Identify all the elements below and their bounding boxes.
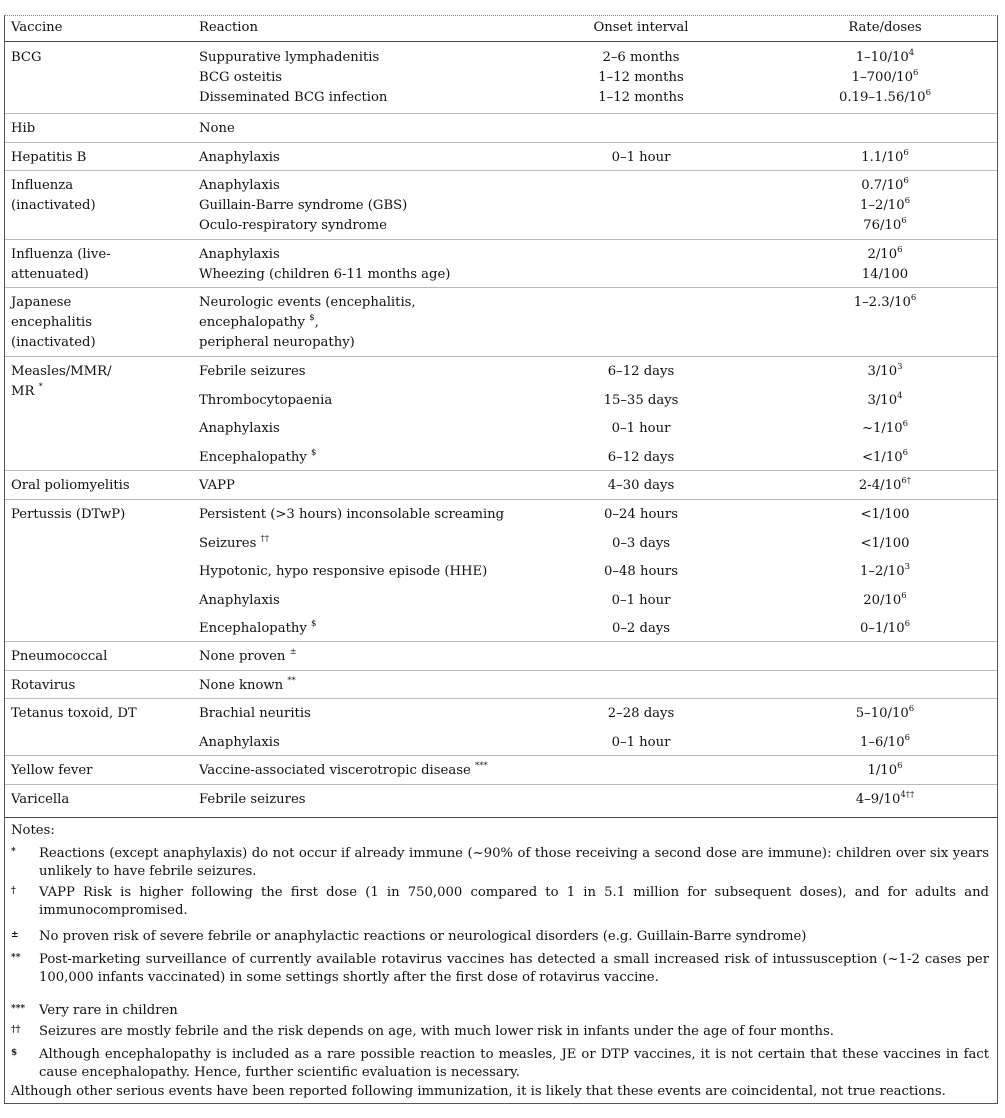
row-divider [5,239,997,240]
vaccine-name [11,148,86,168]
rate-value: 20/10 [863,592,902,608]
vaccine-name-text: BCG [11,50,42,65]
rate-value: 0.19–1.56/10 [839,90,926,105]
notes-divider [5,817,997,818]
rate-exponent: 6 [908,704,915,714]
footnote-marker: $ [311,447,317,458]
reaction-text-tail: , [314,315,319,330]
rate-doses-cell [775,476,995,496]
reaction-text: BCG osteitis [199,70,283,85]
footnote-marker: ± [289,647,297,657]
rate-doses-cell [775,196,995,216]
vaccine-name [11,790,69,810]
rate-exponent: 4 [897,390,903,401]
onset-interval-cell: 2–6 months [602,50,680,65]
onset-interval-cell: 0–24 hours [604,507,678,522]
reaction-cell [199,591,280,611]
reaction-text: None [199,121,235,136]
vaccine-name-text: Rotavirus [11,678,76,693]
row-divider [5,113,997,114]
rate-value: 3/10 [867,364,898,379]
table-header-row [5,16,997,42]
vaccine-name [11,196,96,216]
reaction-text: None known [199,678,284,693]
rate-exponent: 6 [925,88,931,98]
rate-value: 5–10/10 [855,706,909,721]
rate-doses-cell [775,591,995,611]
reaction-cell [199,68,282,88]
reaction-text: Disseminated BCG infection [199,90,388,105]
rate-value: <1/100 [860,535,910,551]
note-symbol: ± [11,930,19,940]
reaction-cell [199,313,319,333]
reaction-cell [199,293,416,313]
rate-doses-cell [775,534,995,554]
vaccine-name [11,362,112,382]
notes-heading: Notes: [11,823,55,838]
vaccine-name-text: MR [11,384,35,399]
reaction-text: Anaphylaxis [199,734,280,750]
row-divider [5,499,997,500]
reaction-text: Wheezing (children 6-11 months age) [199,267,451,282]
reaction-cell [199,148,280,168]
reaction-cell [199,676,296,696]
vaccine-name-text: Japanese [11,295,72,310]
rate-exponent: 6 [903,148,909,158]
header-reaction: Reaction [199,20,258,35]
rate-doses-cell [775,293,995,313]
rate-value: 1–2/10 [859,198,905,213]
note-text: VAPP Risk is higher following the first dose (1 in 750,000 compared to 1 in 5.1 million for subsequent doses), and for adults and immunocompromised. [39,885,989,918]
note-item [11,884,989,920]
note-text: Reactions (except anaphylaxis) do not occur if already immune (~90% of those receiving a second dose are immune): children over six years unlikely to have febrile seizures. [39,846,989,879]
onset-interval-cell: 15–35 days [603,392,679,408]
onset-interval-cell: 0–48 hours [604,564,678,579]
reaction-text: Seizures [199,535,257,551]
rate-exponent: 6 [902,419,909,429]
vaccine-name [11,505,125,525]
row-divider [5,470,997,471]
rate-doses-cell [775,68,995,88]
reaction-cell [199,176,280,196]
onset-interval-cell: 4–30 days [607,478,675,493]
rate-doses-cell [775,505,995,525]
row-divider [5,784,997,785]
onset-interval-cell: 0–3 days [611,535,671,551]
reaction-text: Hypotonic, hypo responsive episode (HHE) [199,564,488,579]
note-text: Very rare in children [39,1003,178,1018]
reaction-cell [199,119,235,139]
reaction-text: Anaphylaxis [199,592,280,608]
vaccine-name-text: Hepatitis B [11,150,87,165]
reaction-cell [199,48,379,68]
rate-doses-cell [775,148,995,168]
row-divider [5,698,997,699]
vaccine-name [11,265,89,285]
footnote-marker: *** [474,761,488,771]
vaccine-name-text: Influenza (live- [11,247,111,262]
rate-exponent: 6 [910,293,917,303]
note-text: Although encephalopathy is included as a rare possible reaction to measles, JE or DTP vaccines, it is not certain that these vaccines in fact cause encephalopathy. Hence, further scientific evaluation is necessary. [39,1047,989,1080]
note-item [11,928,989,946]
reaction-cell [199,88,387,108]
rate-value: 76/10 [863,218,902,233]
reaction-text: Thrombocytopaenia [199,392,333,408]
rate-value: 1–6/10 [859,734,905,750]
reaction-text: VAPP [199,478,235,493]
note-item [11,951,989,987]
row-divider [5,170,997,171]
rate-doses-cell [775,391,995,411]
rate-value: 2-4/10 [858,478,902,493]
reaction-cell [199,505,504,525]
header-rate-doses: Rate/doses [848,20,922,35]
footnote-marker: $ [309,313,315,323]
reaction-text: Anaphylaxis [199,178,280,193]
reaction-text: peripheral neuropathy) [199,335,355,350]
vaccine-reaction-table [4,15,998,1104]
vaccine-name-text: Pneumococcal [11,649,108,664]
rate-exponent: 3 [904,562,911,572]
note-symbol: *** [11,1004,26,1014]
rate-doses-cell [775,176,995,196]
reaction-text: Oculo-respiratory syndrome [199,218,387,233]
reaction-text: Brachial neuritis [199,706,311,721]
reaction-cell [199,448,316,468]
vaccine-name [11,333,96,353]
rate-value: 0.7/10 [861,178,904,193]
rate-doses-cell [775,245,995,265]
note-item [11,1002,989,1020]
rate-exponent: 6 [904,619,911,629]
reaction-text: Encephalopathy [199,621,307,636]
note-item [11,845,989,881]
reaction-cell [199,733,280,753]
reaction-cell [199,265,450,285]
rate-exponent: 6 [897,245,903,255]
rate-value: 1–700/10 [851,70,913,85]
note-symbol: $ [11,1048,18,1058]
onset-interval-cell: 1–12 months [598,70,684,85]
reaction-cell [199,761,488,781]
reaction-text: Anaphylaxis [199,247,280,262]
vaccine-name-text: (inactivated) [11,198,96,213]
rate-value: 1.1/10 [861,150,904,165]
reaction-text: Neurologic events (encephalitis, [199,295,416,310]
footnote-marker: †† [260,533,270,544]
vaccine-name-text: Yellow fever [11,763,93,778]
row-divider [5,755,997,756]
note-item [11,1046,989,1082]
rate-value: 1–2.3/10 [853,295,911,310]
row-divider [5,641,997,642]
rate-value: 3/10 [867,392,898,408]
vaccine-name [11,647,107,667]
vaccine-name [11,245,111,265]
note-symbol: * [11,847,16,857]
reaction-cell [199,562,487,582]
notes-footer: Although other serious events have been reported following immunization, it is likely that these events are coincidental, not true reactions. [11,1084,946,1099]
onset-interval-cell: 0–1 hour [611,734,671,750]
rate-doses-cell [775,704,995,724]
vaccine-name [11,313,92,333]
reaction-cell [199,333,355,353]
rate-value: 4–9/10 [855,792,901,807]
vaccine-name [11,676,75,696]
vaccine-name [11,761,92,781]
rate-exponent: 6† [901,476,912,486]
vaccine-name-text: Influenza [11,178,74,193]
onset-interval-cell: 0–2 days [611,621,671,636]
reaction-cell [199,391,332,411]
header-onset-interval: Onset interval [593,20,689,35]
rate-doses-cell [775,265,995,285]
reaction-cell [199,419,280,439]
reaction-cell [199,216,387,236]
footnote-marker: ** [287,676,296,686]
vaccine-name [11,119,35,139]
rate-exponent: 3 [897,362,903,372]
rate-doses-cell [775,562,995,582]
reaction-cell [199,790,306,810]
rate-doses-cell [775,761,995,781]
rate-exponent: 6 [903,176,909,186]
reaction-text: Guillain-Barre syndrome (GBS) [199,198,408,213]
rate-value: 2/10 [867,247,898,262]
reaction-cell [199,245,280,265]
rate-exponent: 6 [904,196,911,206]
reaction-text: encephalopathy [199,315,305,330]
reaction-text: Febrile seizures [199,792,306,807]
reaction-text: Anaphylaxis [199,150,280,165]
reaction-cell [199,476,235,496]
rate-value: <1/100 [860,507,910,522]
reaction-cell [199,534,269,554]
onset-interval-cell: 6–12 days [607,449,675,465]
row-divider [5,356,997,357]
reaction-text: Suppurative lymphadenitis [199,50,380,65]
onset-interval-cell: 1–12 months [598,90,684,105]
rate-doses-cell [775,619,995,639]
note-symbol: † [11,886,16,896]
reaction-text: None proven [199,649,286,664]
rate-value: 1–2/10 [859,564,905,579]
rate-doses-cell [775,48,995,68]
footnote-marker: * [38,382,43,392]
rate-value: ~1/10 [861,421,903,436]
rate-exponent: 4 [908,48,915,58]
rate-exponent: 6 [902,447,909,458]
rate-exponent: 6 [904,732,911,743]
row-divider [5,142,997,143]
reaction-text: Vaccine-associated viscerotropic disease [199,763,471,778]
vaccine-name-text: (inactivated) [11,335,96,350]
rate-value: 1/10 [867,763,898,778]
vaccine-name-text: Pertussis (DTwP) [11,507,126,522]
note-symbol: †† [11,1025,21,1035]
reaction-cell [199,647,297,667]
onset-interval-cell: 0–1 hour [611,592,671,608]
rate-exponent: 6 [901,590,907,601]
rate-exponent: 6 [897,761,903,771]
rate-doses-cell [775,216,995,236]
rate-doses-cell [775,790,995,810]
rate-doses-cell [775,448,995,468]
reaction-cell [199,196,407,216]
vaccine-name-text: Tetanus toxoid, DT [11,706,137,721]
vaccine-name-text: attenuated) [11,267,89,282]
reaction-cell [199,704,311,724]
rate-doses-cell [775,419,995,439]
header-vaccine: Vaccine [11,20,63,35]
reaction-text: Anaphylaxis [199,421,280,436]
onset-interval-cell: 0–1 hour [611,150,671,165]
reaction-cell [199,362,306,382]
vaccine-name [11,293,71,313]
onset-interval-cell: 2–28 days [607,706,675,721]
note-item [11,1023,989,1041]
reaction-text: Persistent (>3 hours) inconsolable screaming [199,507,505,522]
rate-exponent: 6 [901,216,907,226]
reaction-cell [199,619,316,639]
rate-exponent: 6 [912,68,919,78]
rate-value: 0–1/10 [859,621,905,636]
vaccine-name-text: Varicella [11,792,70,807]
rate-value: 1–10/10 [855,50,909,65]
row-divider [5,287,997,288]
onset-interval-cell: 0–1 hour [611,421,671,436]
note-text: No proven risk of severe febrile or anaphylactic reactions or neurological disorders (e.g. Guillain-Barre syndrome) [39,929,807,944]
vaccine-name [11,476,130,496]
vaccine-name-text: encephalitis [11,315,93,330]
rate-doses-cell [775,88,995,108]
note-text: Post-marketing surveillance of currently available rotavirus vaccines has detected a small increased risk of intussusception (~1-2 cases per 100,000 infants vaccinated) in some settings shortly after the first dose of rotavirus vaccine. [39,952,989,985]
rate-doses-cell [775,733,995,753]
vaccine-name [11,704,137,724]
reaction-text: Encephalopathy [199,449,307,465]
note-symbol: ** [11,953,21,963]
vaccine-name [11,48,42,68]
rate-exponent: 4†† [900,790,915,800]
vaccine-name [11,382,43,402]
footnote-marker: $ [311,619,317,629]
rate-doses-cell [775,362,995,382]
rate-value: 14/100 [861,267,909,282]
reaction-text: Febrile seizures [199,364,306,379]
rate-value: <1/10 [861,449,903,465]
onset-interval-cell: 6–12 days [607,364,675,379]
vaccine-name-text: Hib [11,121,36,136]
vaccine-name-text: Oral poliomyelitis [11,478,130,493]
note-text: Seizures are mostly febrile and the risk depends on age, with much lower risk in infants under the age of four months. [39,1024,834,1039]
row-divider [5,670,997,671]
vaccine-name-text: Measles/MMR/ [11,364,112,379]
vaccine-name [11,176,73,196]
